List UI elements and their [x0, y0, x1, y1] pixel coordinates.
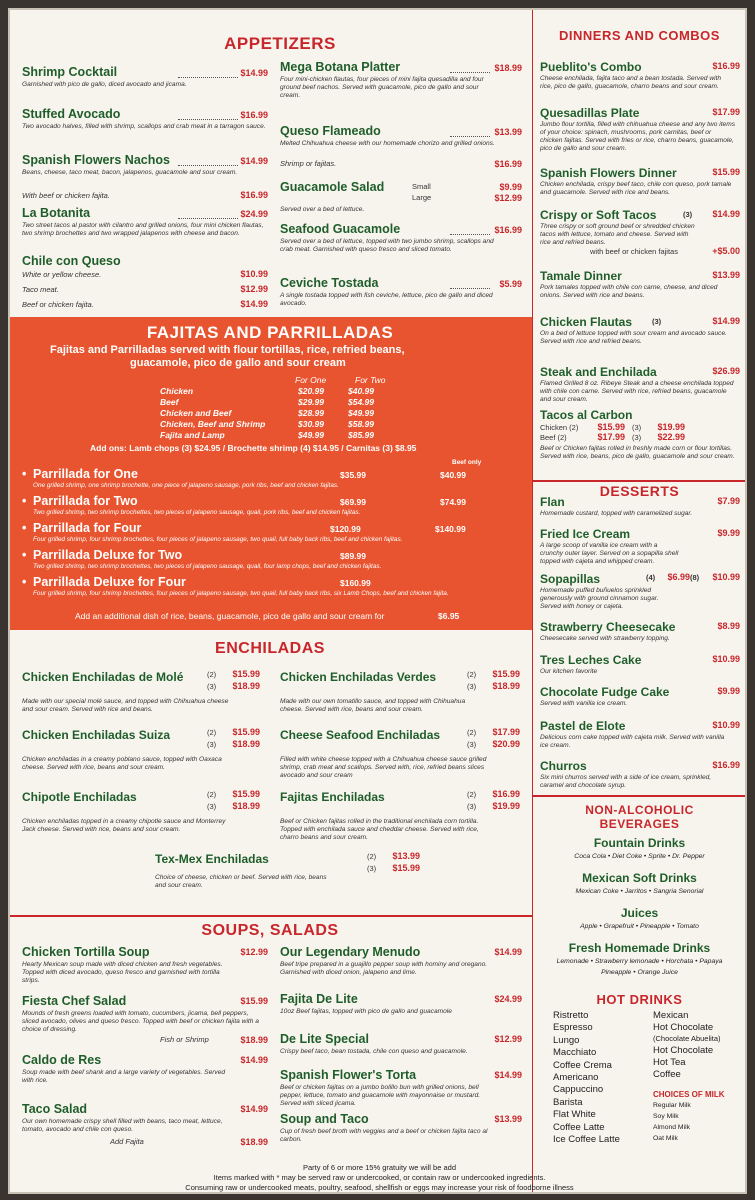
- fajita-addons: Add ons: Lamb chops (3) $24.95 / Brochette shrimp (4) $14.95 / Carnitas (3) $8.95: [90, 443, 417, 453]
- appetizer-sub: Shrimp or fajitas.: [280, 159, 337, 168]
- qty-3: (3): [467, 682, 477, 691]
- soup-desc: Beef or chicken fajitas on a jumbo bolillo bun with grilled onions, bell pepper, lettuce, tomato and guacamole with mayonnaise or mustard. Served with sliced jicama.: [280, 1084, 481, 1107]
- parrillada-name: Parrillada Deluxe for Four: [33, 575, 186, 589]
- hot-drink-item: Coffee Crema: [553, 1059, 612, 1071]
- appetizer-name: Stuffed Avocado: [22, 107, 121, 121]
- appetizer-desc: Served over a bed of lettuce.: [280, 206, 365, 213]
- option-label: Beef or chicken fajita.: [22, 300, 94, 309]
- hot-drink-item: Lungo: [553, 1034, 580, 1046]
- hot-drinks-title: HOT DRINKS: [596, 992, 683, 1007]
- dessert-price: $9.99: [717, 686, 740, 696]
- soup-name: Soup and Taco: [280, 1112, 369, 1126]
- appetizer-desc: Beans, cheese, taco meat, bacon, jalapenos, guacamole and sour cream.: [22, 169, 238, 176]
- sopa-q4: (4): [646, 573, 656, 582]
- enchilada-name: Chicken Enchiladas de Molé: [22, 670, 184, 684]
- option-price: $12.99: [240, 284, 268, 294]
- qty-3: (3): [367, 864, 377, 873]
- beverage-items: Mexican Coke • Jarritos • Sangria Senorial: [575, 888, 704, 895]
- appetizer-desc: Served over a bed of lettuce, topped with two jumbo shrimp, scallops and crab meat. Garnished with queso fresco and sliced tomato.: [280, 238, 494, 253]
- soup-name: Our Legendary Menudo: [280, 945, 421, 959]
- fajita-price-two: $49.99: [348, 408, 374, 418]
- dessert-price: $7.99: [717, 496, 740, 506]
- hot-drink-item: Hot Chocolate: [653, 1045, 714, 1056]
- soup-name: Fajita De Lite: [280, 992, 358, 1006]
- appetizer-desc: A single tostada topped with fish ceviche, lettuce, pico de gallo and diced avocado.: [280, 292, 493, 307]
- fajita-footer: Add an additional dish of rice, beans, guacamole, pico de gallo and sour cream for: [75, 611, 385, 621]
- hot-drink-item: Ristretto: [553, 1010, 589, 1021]
- beverage-items: Coca Cola • Diet Coke • Sprite • Dr. Pepper: [574, 853, 705, 860]
- soup-price: $14.99: [494, 1070, 522, 1080]
- parrillada-desc: One grilled shrimp, one shrimp brochette, one piece of jalapeno sausage, pork ribs, beef and chicken fajitas.: [33, 482, 339, 489]
- parrillada-desc: Two grilled shrimp, two shrimp brochettes, two pieces of jalapeno sausage, quail, four lamp chops, beef and chicken fajitas.: [33, 563, 382, 570]
- enchilada-price-2: $15.99: [232, 727, 260, 737]
- appetizer-name: Spanish Flowers Nachos: [22, 153, 170, 167]
- enchilada-price-3: $19.99: [492, 801, 520, 811]
- enchilada-name: Chicken Enchiladas Verdes: [280, 670, 437, 684]
- soup-desc: Hearty Mexican soup made with diced chicken and fresh vegetables. Topped with diced avocado, queso fresco and garnished with tortilla strips.: [22, 961, 223, 984]
- beverage-group: Fountain Drinks: [593, 836, 686, 850]
- fajita-price-one: $29.99: [298, 397, 324, 407]
- dessert-desc: Delicious corn cake topped with cajeta milk. Served with vanilla ice cream.: [540, 734, 725, 749]
- fajitas-intro: Fajitas and Parrilladas served with flour tortillas, rice, refried beans,: [50, 344, 405, 356]
- parrillada-name: Parrillada for Two: [33, 494, 138, 508]
- hot-drink-item: Mexican: [653, 1010, 689, 1021]
- appetizer-price: $18.99: [494, 63, 522, 73]
- qty-3: (3): [467, 802, 477, 811]
- beef-only-label: Beef only: [452, 459, 482, 466]
- dinner-name: Spanish Flowers Dinner: [540, 166, 677, 180]
- parrillada-name: Parrillada for Four: [33, 521, 142, 535]
- dessert-desc: Our kitchen favorite: [540, 668, 598, 675]
- qty-3: (3): [207, 740, 217, 749]
- fajita-price-two: $58.99: [348, 419, 374, 429]
- column-divider: [532, 10, 533, 1194]
- enchilada-desc: Beef or Chicken fajitas rolled in the traditional enchilada corn tortilla. Topped with enchilada sauce and cheddar cheese. Served with rice, charro beans and sour cream.: [280, 818, 479, 841]
- dinner-desc: Three crispy or soft ground beef or shredded chicken tacos with lettuce, tomato and cheese. Served with rice and refried beans.: [540, 223, 695, 246]
- enchilada-desc: Filled with white cheese topped with a Chihuahua cheese sauce grilled shrimp, crab meat and scallops. Served with, rice, refried beans slices avocado and sour cream: [280, 756, 487, 779]
- dinner-price: $14.99: [712, 209, 740, 219]
- qty-3: (3): [207, 682, 217, 691]
- enchilada-price-3: $18.99: [492, 681, 520, 691]
- dinner-price: $13.99: [712, 270, 740, 280]
- enchilada-desc: Chicken enchiladas topped in a creamy chipotle sauce and Monterrey Jack cheese. Served with rice, beans and sour cream.: [22, 818, 226, 833]
- hot-drink-item: Macchiato: [553, 1047, 597, 1059]
- parrillada-bullet: •: [22, 548, 27, 562]
- dessert-name: Flan: [540, 495, 565, 509]
- size-large: Large: [412, 193, 432, 202]
- milk-item: Oat Milk: [653, 1135, 678, 1142]
- leader-dots: [450, 288, 490, 289]
- qty-2: (2): [467, 790, 477, 799]
- beverage-group: Fresh Homemade Drinks: [568, 941, 711, 955]
- carbon-price-2b: $22.99: [657, 432, 685, 442]
- hot-drink-item: Hot Tea: [653, 1057, 686, 1068]
- soup-price: $24.99: [494, 994, 522, 1004]
- carbon-q-2: (3): [632, 433, 642, 442]
- dessert-name: Pastel de Elote: [540, 719, 626, 733]
- fajita-footer-price: $6.95: [438, 611, 460, 621]
- footer-line-1: Party of 6 or more 15% gratuity we will be add: [303, 1163, 456, 1172]
- dinner-subprice: +$5.00: [712, 246, 740, 256]
- milk-title: CHOICES OF MILK: [653, 1090, 725, 1099]
- appetizers-title: APPETIZERS: [224, 34, 336, 53]
- dinner-desc: Cheese enchilada, fajita taco and a bean tostada. Served with rice, pico de gallo, guacamole, charro beans and sour cream.: [540, 75, 722, 90]
- leader-dots: [450, 234, 490, 235]
- parrillada-desc: Four grilled shrimp, four shrimp brochettes, four pieces of jalapeno sausage, two quail, full baby back ribs, six Lamb Chops, beef and chicken fajita.: [33, 590, 449, 597]
- parrillada-desc: Four grilled shrimp, four shrimp brochettes, four pieces of jalapeno sausage, two quail, full baby back ribs, beef and chicken fajitas.: [33, 536, 403, 543]
- appetizer-price: $13.99: [494, 127, 522, 137]
- appetizer-price: $16.99: [494, 225, 522, 235]
- dessert-name: Strawberry Cheesecake: [540, 620, 676, 634]
- appetizer-name: Queso Flameado: [280, 124, 381, 138]
- hot-drink-item: Ice Coffee Latte: [553, 1134, 620, 1145]
- dinners-title: DINNERS AND COMBOS: [559, 28, 720, 43]
- enchilada-desc: Made with our own tomatillo sauce, and topped with Chihuahua cheese. Served with rice, beans and sour cream.: [280, 698, 466, 713]
- dinner-qty: (3): [652, 317, 662, 326]
- dessert-name: Fried Ice Cream: [540, 527, 631, 541]
- beverage-group: Juices: [620, 906, 659, 920]
- enchilada-price-2: $15.99: [232, 789, 260, 799]
- hot-drink-item: Flat White: [553, 1109, 596, 1121]
- parrillada-bullet: •: [22, 575, 27, 589]
- soup-name: Spanish Flower's Torta: [280, 1068, 417, 1082]
- qty-2: (2): [207, 670, 217, 679]
- hot-drink-item: Americano: [553, 1072, 599, 1083]
- fajita-name: Fajita and Lamp: [160, 430, 225, 440]
- fajitas-intro: guacamole, pico de gallo and sour cream: [130, 357, 346, 369]
- size-large-price: $12.99: [494, 193, 522, 203]
- enchilada-price-2: $17.99: [492, 727, 520, 737]
- leader-dots: [450, 136, 490, 137]
- enchilada-name: Chicken Enchiladas Suiza: [22, 728, 171, 742]
- soup-sub: Add Fajita: [110, 1137, 144, 1146]
- dessert-desc: Cheesecake served with strawberry topping.: [540, 635, 670, 642]
- soup-price: $12.99: [240, 947, 268, 957]
- parrillada-price-one: $160.99: [340, 578, 371, 588]
- fajita-name: Chicken: [160, 386, 194, 396]
- dessert-desc: Served with vanilla ice cream.: [540, 700, 628, 707]
- appetizer-name: Guacamole Salad: [280, 180, 385, 194]
- dessert-price: $16.99: [712, 760, 740, 770]
- enchilada-name: Cheese Seafood Enchiladas: [280, 728, 441, 742]
- soup-desc: Beef tripe prepared in a guajillo pepper soup with hominy and oregano. Garnished with diced onion, jalapeno and lime.: [280, 961, 488, 976]
- appetizer-desc: Four mini-chicken flautas, four pieces of mini fajita quesadilla and four ground beef nachos. Served with guacamole, pico de gallo and sour cream.: [280, 76, 484, 99]
- appetizer-name: Seafood Guacamole: [280, 222, 401, 236]
- soup-desc: Our own homemade crispy shell filled with beans, taco meat, lettuce, tomato, avocado and chile con queso.: [22, 1118, 223, 1133]
- enchilada-price-3: $18.99: [232, 681, 260, 691]
- dinner-name: Tamale Dinner: [540, 269, 622, 283]
- appetizer-desc: Two avocado halves, filled with shrimp, scallops and crab meat in a tarragon sauce.: [22, 123, 266, 130]
- hot-drink-item: Cappuccino: [553, 1084, 604, 1096]
- dinner-desc: Flamed Grilled 8 oz. Ribeye Steak and a cheese enchilada topped with chile con carne. Served with rice, refried beans, guacamole and sour cream.: [540, 380, 734, 403]
- enchilada-price-2: $16.99: [492, 789, 520, 799]
- dinner-desc: Jumbo flour tortilla, filled with chihuahua cheese and any two items of your choice: spinach, mushrooms, pork carnitas, beef or chicken fajitas. Served with fries or rice, charro beans, guacamole, pico de gallo and sour cream.: [540, 121, 735, 152]
- dinner-desc: Pork tamales topped with chile con carne, cheese, and diced onions. Served with rice and beans.: [540, 284, 718, 299]
- enchilada-desc: Made with our special molé sauce, and topped with Chihuahua cheese and sour cream. Served with rice and beans.: [22, 698, 229, 713]
- dinner-name: Steak and Enchilada: [540, 365, 657, 379]
- dinner-qty: (3): [683, 210, 693, 219]
- dinner-price: $16.99: [712, 61, 740, 71]
- soup-name: Fiesta Chef Salad: [22, 994, 127, 1008]
- qty-3: (3): [207, 802, 217, 811]
- parrillada-bullet: •: [22, 467, 27, 481]
- appetizer-desc: Melted Chihuahua cheese with our homemade chorizo and grilled onions.: [280, 140, 495, 147]
- dinner-desc: On a bed of lettuce topped with sour cream and avocado sauce. Served with rice and refried beans.: [540, 330, 727, 345]
- parrillada-price-one: $89.99: [340, 551, 366, 561]
- parrillada-name: Parrillada Deluxe for Two: [33, 548, 183, 562]
- enchilada-price-2: $13.99: [392, 851, 420, 861]
- option-price: $10.99: [240, 269, 268, 279]
- soup-name: Caldo de Res: [22, 1053, 102, 1067]
- fajita-name: Chicken and Beef: [160, 408, 232, 418]
- footer-line-3: Consuming raw or undercooked meats, poultry, seafood, shellfish or eggs may increase your risk of foodborne illness: [185, 1183, 574, 1192]
- milk-item: Regular Milk: [653, 1102, 691, 1109]
- fajita-price-one: $28.99: [298, 408, 324, 418]
- carbon-price-2a: $17.99: [597, 432, 625, 442]
- dessert-price: $8.99: [717, 621, 740, 631]
- dessert-name: Tres Leches Cake: [540, 653, 642, 667]
- parrillada-bullet: •: [22, 494, 27, 508]
- fajita-name: Beef: [160, 397, 179, 407]
- appetizer-name: Chile con Queso: [22, 254, 121, 268]
- fajita-price-one: $30.99: [298, 419, 324, 429]
- fajitas-section: [10, 317, 532, 630]
- soup-price: $14.99: [240, 1055, 268, 1065]
- appetizer-name: Mega Botana Platter: [280, 60, 401, 74]
- parrillada-price-one: $120.99: [330, 524, 361, 534]
- dessert-desc: Homemade puffed buñuelos sprinkled generously with ground cinnamon sugar. Served with honey or cajeta.: [540, 587, 659, 610]
- dinner-price: $14.99: [712, 316, 740, 326]
- qty-2: (2): [467, 670, 477, 679]
- soup-sub: Fish or Shrimp: [160, 1035, 209, 1044]
- appetizer-price: $16.99: [240, 110, 268, 120]
- sopa-q8: (8): [690, 573, 700, 582]
- dessert-price: $10.99: [712, 654, 740, 664]
- col-for-two: For Two: [355, 375, 386, 385]
- enchilada-price-3: $18.99: [232, 739, 260, 749]
- soups-title: SOUPS, SALADS: [201, 922, 339, 939]
- beverages-title: NON-ALCOHOLIC: [585, 803, 694, 817]
- appetizer-desc: Garnished with pico de gallo, diced avocado and jicama.: [22, 81, 187, 88]
- sopa-p4: $6.99: [667, 572, 690, 582]
- parrillada-price-one: $35.99: [340, 470, 366, 480]
- fajita-price-one: $20.99: [298, 386, 324, 396]
- qty-3: (3): [467, 740, 477, 749]
- dinner-desc: Chicken enchilada, crispy beef taco, chile con queso, pork tamale and guacamole. Served with rice and beans.: [540, 181, 732, 196]
- dessert-desc: Six mini churros served with a side of ice cream, sprinkled, caramel and chocolate syrup.: [540, 774, 712, 789]
- enchilada-price-2: $15.99: [232, 669, 260, 679]
- dinner-name: Chicken Flautas: [540, 315, 633, 329]
- soup-name: Chicken Tortilla Soup: [22, 945, 150, 959]
- soup-desc: Mounds of fresh greens loaded with tomato, cucumbers, jicama, bell peppers, sliced avocado, olives and queso fresco. Topped with beef or chicken fajita with a choice of dressing.: [22, 1010, 259, 1033]
- beverage-items-2: Pineapple • Orange Juice: [601, 969, 678, 976]
- sopa-p8: $10.99: [712, 572, 740, 582]
- dinner-desc: Beef or Chicken fajitas rolled in freshly made corn or flour tortillas. Served with rice, beans, pico de gallo, guacamole and sour cream.: [540, 445, 735, 460]
- appetizer-price: $5.99: [499, 279, 522, 289]
- milk-item: Almond Milk: [653, 1124, 691, 1131]
- appetizer-sub: With beef or chicken fajita.: [22, 191, 110, 200]
- soup-subprice: $18.99: [240, 1137, 268, 1147]
- soup-desc: Crispy beef taco, bean tostada, chile con queso and guacamole.: [280, 1048, 468, 1055]
- enchilada-price-3: $15.99: [392, 863, 420, 873]
- option-price: $14.99: [240, 299, 268, 309]
- appetizer-desc: Two street tacos al pastor with cilantro and grilled onions, four mini chicken flautas, two shrimp brochettes and two wrapped jalapenos with cheese and bacon.: [22, 222, 264, 237]
- option-label: White or yellow cheese.: [22, 270, 102, 279]
- dessert-name: Sopapillas: [540, 572, 601, 586]
- carbon-price-1b: $19.99: [657, 422, 685, 432]
- enchilada-desc: Chicken enchiladas in a creamy poblano sauce, topped with Oaxaca cheese. Served with rice, beans and sour cream.: [22, 756, 222, 771]
- dinner-name: Tacos al Carbon: [540, 408, 633, 422]
- hot-drink-item: Coffee: [653, 1069, 681, 1080]
- beverage-items: Apple • Grapefruit • Pineapple • Tomato: [580, 923, 699, 930]
- fajita-price-two: $40.99: [348, 386, 374, 396]
- dinner-price: $17.99: [712, 107, 740, 117]
- dessert-price: $10.99: [712, 720, 740, 730]
- hot-drink-item: Espresso: [553, 1022, 593, 1034]
- hot-drink-item: (Chocolate Abuelita): [653, 1034, 721, 1043]
- hot-drink-item: Hot Chocolate: [653, 1022, 714, 1033]
- appetizer-name: La Botanita: [22, 206, 91, 220]
- dinner-name: Quesadillas Plate: [540, 106, 640, 120]
- milk-item: Soy Milk: [653, 1113, 679, 1120]
- carbon-price-1a: $15.99: [597, 422, 625, 432]
- soup-desc: Soup made with beef shank and a large variety of vegetables. Served with rice.: [22, 1069, 226, 1084]
- qty-2: (2): [207, 728, 217, 737]
- dessert-price: $9.99: [717, 528, 740, 538]
- parrillada-price-two: $140.99: [435, 524, 466, 534]
- dinner-name: Crispy or Soft Tacos: [540, 208, 657, 222]
- col-for-one: For One: [295, 375, 327, 385]
- appetizer-price: $14.99: [240, 68, 268, 78]
- dessert-desc: Homemade custard, topped with caramelized sugar.: [540, 510, 693, 517]
- soup-price: $13.99: [494, 1114, 522, 1124]
- hot-drink-item: Barista: [553, 1096, 583, 1108]
- carbon-row-2: Beef (2): [540, 433, 567, 442]
- leader-dots: [450, 72, 490, 73]
- fajita-price-two: $54.99: [348, 397, 374, 407]
- enchilada-name: Fajitas Enchiladas: [280, 790, 385, 804]
- beverages-divider: [532, 795, 747, 797]
- dinner-price: $15.99: [712, 167, 740, 177]
- soup-name: De Lite Special: [280, 1032, 369, 1046]
- enchilada-price-3: $18.99: [232, 801, 260, 811]
- parrillada-bullet: •: [22, 521, 27, 535]
- size-small-price: $9.99: [499, 182, 522, 192]
- qty-2: (2): [367, 852, 377, 861]
- beverage-items: Lemonade • Strawberry lemonade • Horchata • Papaya: [556, 958, 723, 965]
- desserts-divider: [532, 480, 747, 482]
- dessert-name: Churros: [540, 759, 587, 773]
- hot-drink-item: Coffee Latte: [553, 1121, 605, 1133]
- soup-desc: Cup of fresh beef broth with veggies and a beef or chicken fajita taco al carbon.: [280, 1128, 488, 1143]
- fajita-name: Chicken, Beef and Shrimp: [160, 419, 266, 429]
- carbon-q-1: (3): [632, 423, 642, 432]
- enchiladas-title: ENCHILADAS: [215, 640, 325, 657]
- soup-subprice: $18.99: [240, 1035, 268, 1045]
- parrillada-price-two: $40.99: [440, 470, 466, 480]
- parrillada-desc: Two grilled shrimp, two shrimp brochettes, two pieces of jalapeno sausage, quail, pork ribs, beef and chicken fajitas.: [33, 509, 361, 516]
- fajita-price-one: $49.99: [298, 430, 324, 440]
- appetizer-price: $24.99: [240, 209, 268, 219]
- soup-price: $14.99: [240, 1104, 268, 1114]
- appetizer-name: Shrimp Cocktail: [22, 65, 118, 79]
- soup-price: $12.99: [494, 1034, 522, 1044]
- appetizer-subprice: $16.99: [240, 190, 268, 200]
- beverage-group: Mexican Soft Drinks: [582, 871, 697, 885]
- dessert-name: Chocolate Fudge Cake: [540, 685, 670, 699]
- appetizer-price: $14.99: [240, 156, 268, 166]
- appetizer-name: Ceviche Tostada: [280, 276, 379, 290]
- carbon-row-1: Chicken (2): [540, 423, 579, 432]
- size-small: Small: [412, 182, 431, 191]
- qty-2: (2): [467, 728, 477, 737]
- fajita-price-two: $85.99: [348, 430, 374, 440]
- dinner-price: $26.99: [712, 366, 740, 376]
- option-label: Taco meat.: [22, 285, 59, 294]
- dinner-name: Pueblito's Combo: [540, 60, 642, 74]
- soup-desc: 10oz Beef fajitas, topped with pico de gallo and guacamole: [280, 1008, 452, 1015]
- menu-page: [8, 8, 747, 1194]
- enchilada-name: Chipotle Enchiladas: [22, 790, 137, 804]
- footer-line-2: Items marked with * may be served raw or undercooked, or contain raw or undercooked ingredients.: [213, 1173, 546, 1182]
- soups-divider: [10, 915, 532, 917]
- parrillada-name: Parrillada for One: [33, 467, 138, 481]
- desserts-title: DESSERTS: [599, 483, 680, 499]
- dessert-desc: A large scoop of vanilla ice cream with a crunchy outer layer. Served on a sopapilla shell topped with cajeta and whipped cream.: [540, 542, 679, 565]
- soup-price: $15.99: [240, 996, 268, 1006]
- dinner-sub: with beef or chicken fajitas: [590, 247, 678, 256]
- soup-name: Taco Salad: [22, 1102, 88, 1116]
- fajitas-title: FAJITAS AND PARRILLADAS: [146, 323, 394, 342]
- qty-2: (2): [207, 790, 217, 799]
- enchilada-price-3: $20.99: [492, 739, 520, 749]
- parrillada-price-two: $74.99: [440, 497, 466, 507]
- beverages-title-2: BEVERAGES: [599, 817, 680, 831]
- parrillada-price-one: $69.99: [340, 497, 366, 507]
- soup-price: $14.99: [494, 947, 522, 957]
- enchilada-desc: Choice of cheese, chicken or beef. Served with rice, beans and sour cream.: [155, 874, 327, 889]
- appetizer-subprice: $16.99: [494, 159, 522, 169]
- enchilada-name: Tex-Mex Enchiladas: [155, 852, 269, 866]
- enchilada-price-2: $15.99: [492, 669, 520, 679]
